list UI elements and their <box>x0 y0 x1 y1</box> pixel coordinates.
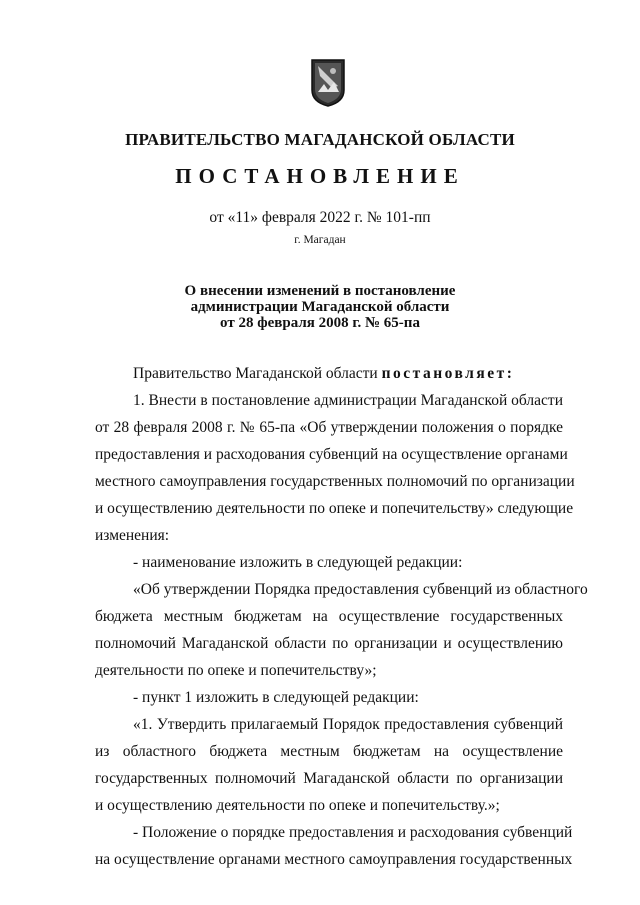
quote-1-paragraph <box>95 576 588 684</box>
government-name: ПРАВИТЕЛЬСТВО МАГАДАНСКОЙ ОБЛАСТИ <box>125 130 515 149</box>
quote-1-line: деятельности по опеке и попечительству»; <box>95 662 377 679</box>
quote-1-line: полномочий Магаданской области по организации и осуществлению <box>95 635 563 652</box>
quote-2-line: «1. Утвердить прилагаемый Порядок предоставления субвенций <box>133 716 563 733</box>
coat-of-arms-emblem <box>310 58 346 108</box>
item-1-line: 1. Внести в постановление администрации Магаданской области <box>133 392 563 409</box>
document-type: ПОСТАНОВЛЕНИЕ <box>175 164 465 188</box>
title-line: О внесении изменений в постановление <box>184 283 456 299</box>
item-1-paragraph <box>95 387 575 549</box>
dash-3-line: на осуществление органами местного самоуправления государственных <box>95 851 573 868</box>
document-date-number: от «11» февраля 2022 г. № 101-пп <box>209 209 431 226</box>
document-city: г. Магадан <box>294 234 346 246</box>
document-body <box>95 360 588 873</box>
item-1-line: предоставления и расходования субвенций на осуществление органами <box>95 446 568 463</box>
dash-3-line: - Положение о порядке предоставления и расходования субвенций <box>133 824 573 841</box>
item-1-line: и осуществлению деятельности по опеке и попечительству» следующие <box>95 500 574 517</box>
intro-verb: постановляет: <box>381 365 515 382</box>
quote-2-paragraph <box>95 711 563 819</box>
title-line: администрации Магаданской области <box>190 299 450 315</box>
item-1-line: местного самоуправления государственных полномочий по организации <box>95 473 575 490</box>
intro-paragraph <box>95 360 563 387</box>
quote-2-line: из областного бюджета местным бюджетам на осуществление <box>95 743 563 760</box>
quote-2-line: государственных полномочий Магаданской области по организации <box>95 770 563 787</box>
dash-item-regulation <box>95 819 573 873</box>
title-line: от 28 февраля 2008 г. № 65-па <box>220 315 420 331</box>
quote-1-line: «Об утверждении Порядка предоставления субвенций из областного <box>133 581 588 598</box>
quote-2-line: и осуществлению деятельности по опеке и попечительству.»; <box>95 797 500 814</box>
dash-item-point-1: - пункт 1 изложить в следующей редакции: <box>133 689 419 706</box>
intro-prefix: Правительство Магаданской области <box>133 365 378 382</box>
item-1-line: изменения: <box>95 527 170 544</box>
item-1-line: от 28 февраля 2008 г. № 65-па «Об утверждении положения о порядке <box>95 419 563 436</box>
quote-1-line: бюджета местным бюджетам на осуществление государственных <box>95 608 563 625</box>
dash-item-name: - наименование изложить в следующей редакции: <box>133 554 463 571</box>
document-title <box>0 283 640 331</box>
